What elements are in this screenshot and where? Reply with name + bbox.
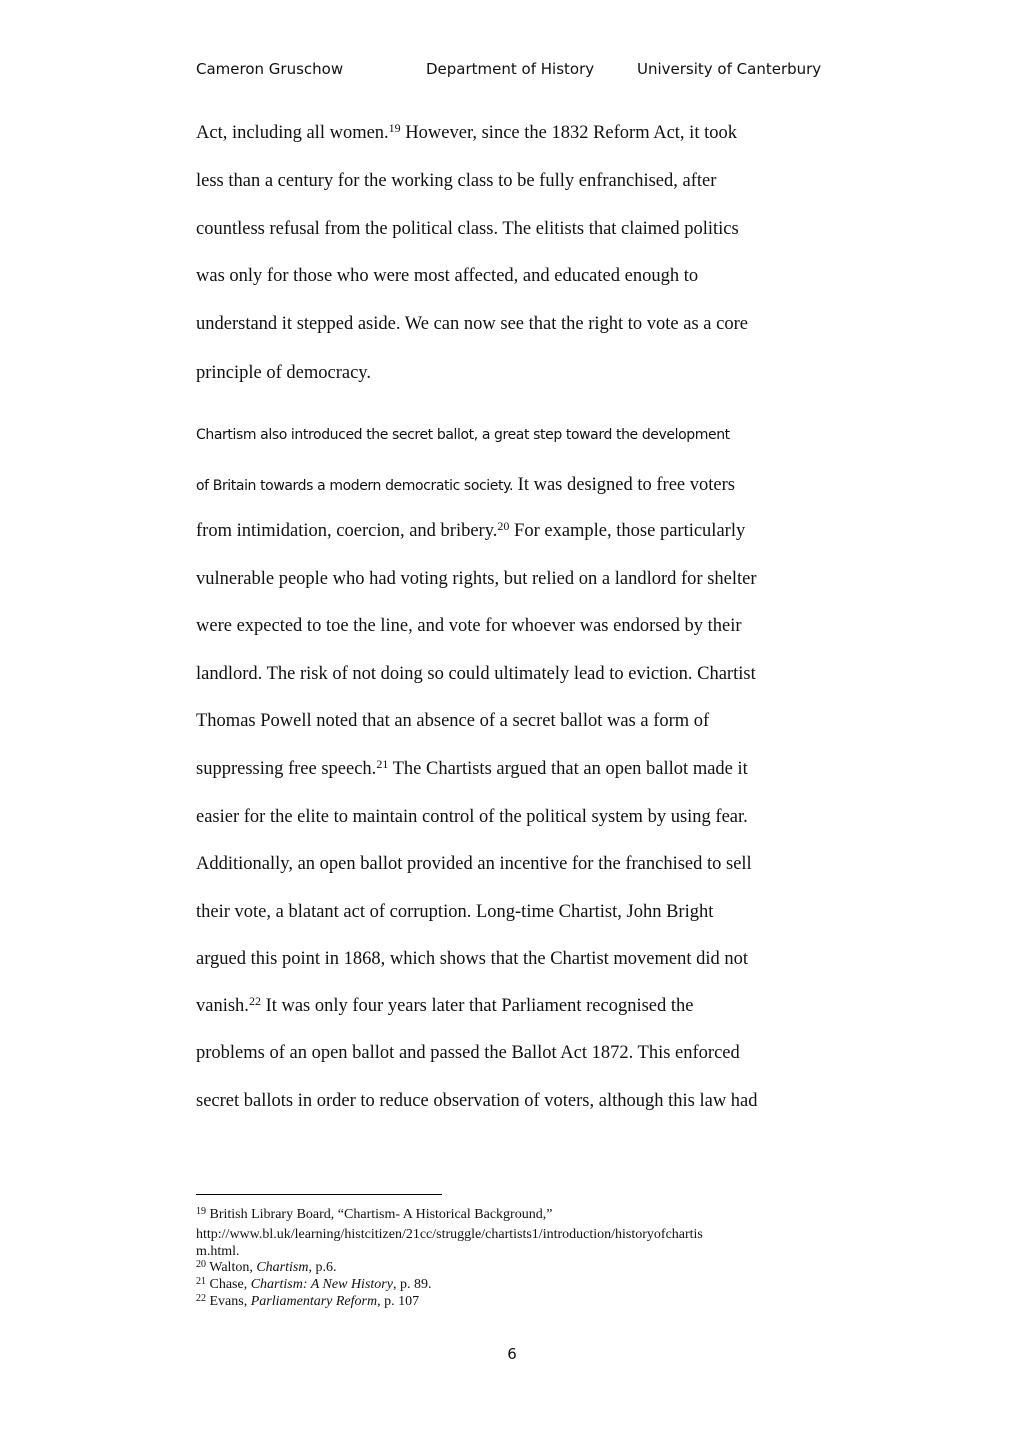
footnote-19-url-cont[interactable]: m.html. [196, 1244, 240, 1259]
text-line: Thomas Powell noted that an absence of a secret ballot was a form of [196, 711, 710, 731]
text-line: vanish.$^{22}$ It was only four years later that Parliament recognised the [196, 994, 694, 1016]
text-line: easier for the elite to maintain control of the political system by using fear. [196, 807, 748, 827]
text-line: countless refusal from the political class. The elitists that claimed politics [196, 219, 739, 239]
footnote-divider [196, 1194, 442, 1195]
text-line: landlord. The risk of not doing so could ultimately lead to eviction. Chartist [196, 664, 756, 684]
footnote-ref-21: 21 [376, 757, 389, 771]
text-line: vulnerable people who had voting rights, but relied on a landlord for shelter [196, 569, 757, 589]
text-line: less than a century for the working class to be fully enfranchised, after [196, 171, 717, 191]
text-line: problems of an open ballot and passed the Ballot Act 1872. This enforced [196, 1043, 740, 1063]
footnote-ref-22: 22 [248, 994, 261, 1008]
footnote-20: $^{20}$ Walton, Chartism, p.6. [196, 1259, 337, 1275]
footnote-19: $^{19}$ British Library Board, “Chartism- A Historical Background,” [196, 1206, 553, 1222]
text-line: argued this point in 1868, which shows that the Chartist movement did not [196, 949, 749, 969]
footnote-21: $^{21}$ Chase, Chartism: A New History, p. 89. [196, 1276, 432, 1292]
header-department: Department of History [426, 60, 595, 78]
text-line: secret ballots in order to reduce observation of voters, although this law had [196, 1091, 758, 1111]
footnote-19-url[interactable]: http://www.bl.uk/learning/histcitizen/21cc/struggle/chartists1/introduction/historyofchartis [196, 1227, 703, 1242]
header-university: University of Canterbury [637, 60, 822, 78]
text-line: understand it stepped aside. We can now see that the right to vote as a core [196, 314, 748, 334]
text-line: principle of democracy. [196, 363, 371, 383]
text-line: their vote, a blatant act of corruption. Long-time Chartist, John Bright [196, 902, 714, 922]
footnote-ref-20: 20 [497, 519, 510, 533]
text-line: was only for those who were most affected, and educated enough to [196, 266, 699, 286]
footnote-22: $^{22}$ Evans, Parliamentary Reform, p. 107 [196, 1293, 420, 1309]
text-line: of Britain towards a modern democratic society. It was designed to free voters [196, 475, 735, 495]
text-line: were expected to toe the line, and vote for whoever was endorsed by their [196, 616, 742, 636]
text-line: suppressing free speech.$^{21}$ The Chartists argued that an open ballot made it [196, 757, 748, 779]
page-number: 6 [507, 1345, 517, 1363]
header-author: Cameron Gruschow [196, 60, 344, 78]
footnote-ref-19: 19 [388, 121, 401, 135]
text-line: Chartism also introduced the secret ballot, a great step toward the development [196, 427, 730, 443]
text-line: Act, including all women.$^{19}$ However, since the 1832 Reform Act, it took [196, 121, 737, 143]
page-header [196, 60, 836, 84]
text-line: from intimidation, coercion, and bribery.$^{20}$ For example, those particularly [196, 519, 746, 541]
text-line: Additionally, an open ballot provided an incentive for the franchised to sell [196, 854, 752, 874]
